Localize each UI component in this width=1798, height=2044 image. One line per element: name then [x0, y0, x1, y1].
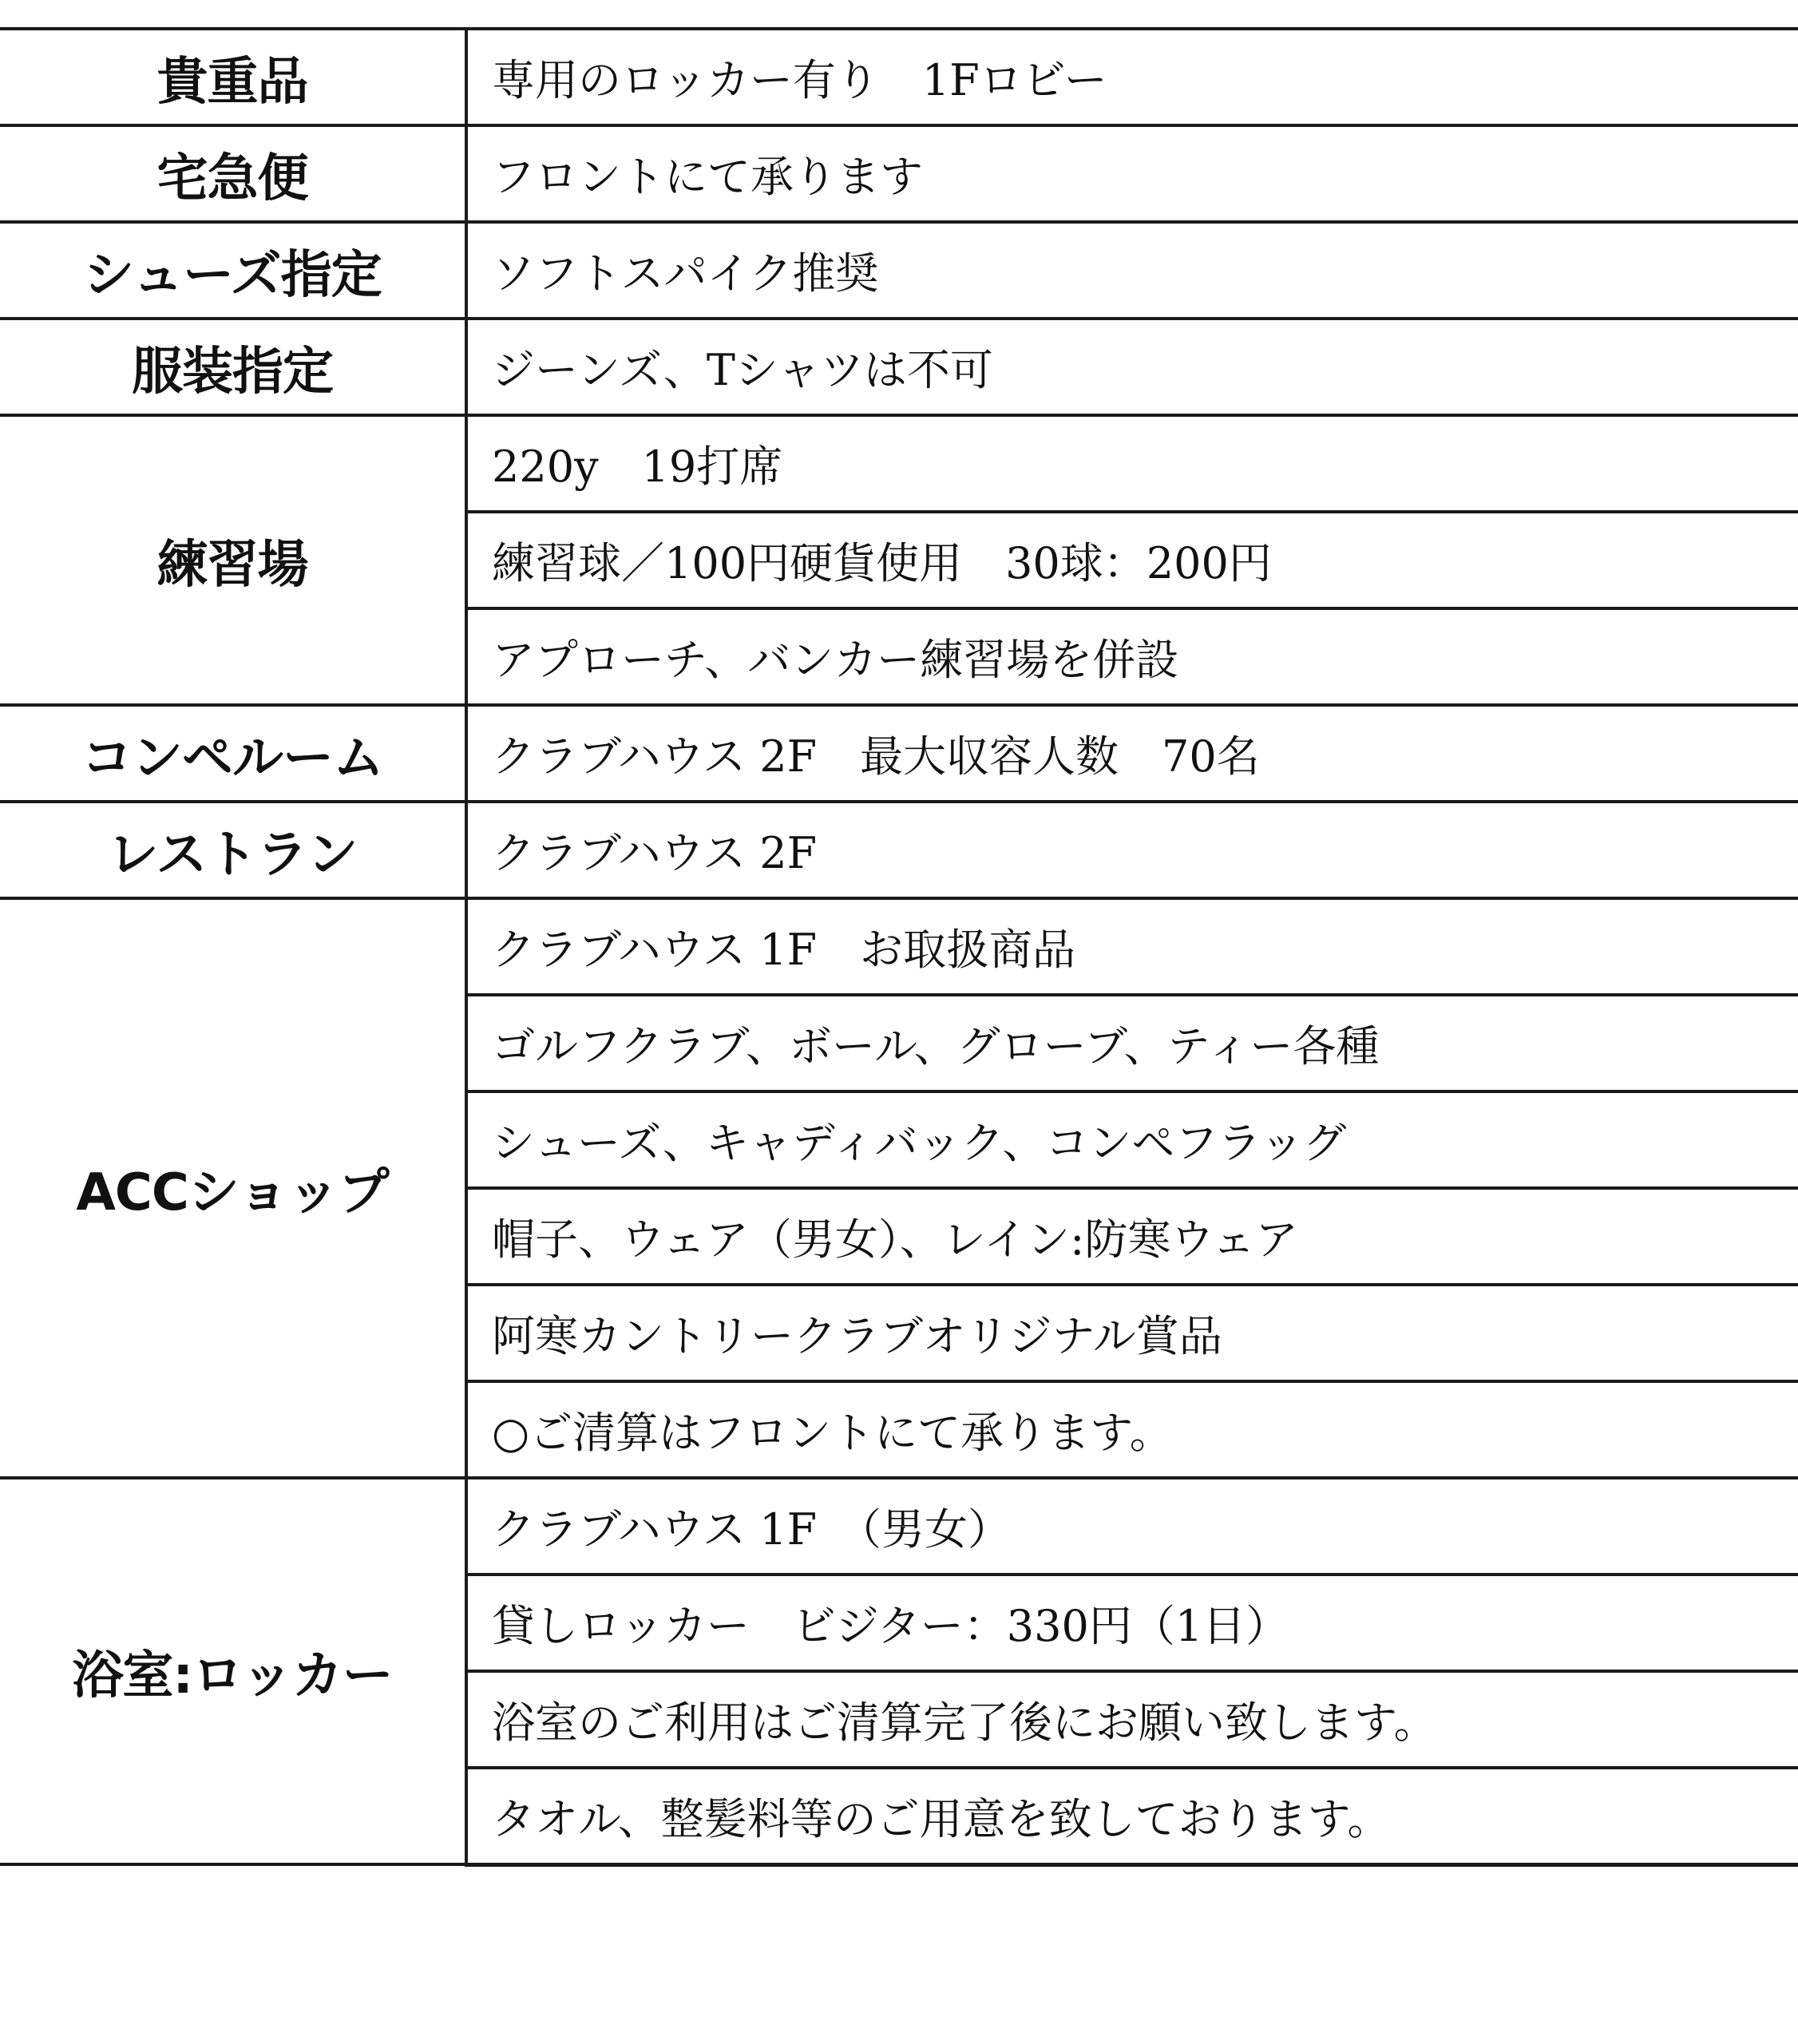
row-value: 浴室のご利用はご清算完了後にお願い致します。 [466, 1671, 1798, 1768]
table-row [0, 29, 1798, 125]
row-value: フロントにて承ります [466, 125, 1798, 222]
row-value: アプローチ、バンカー練習場を併設 [466, 608, 1798, 705]
row-header-restaurant: レストラン [0, 802, 466, 898]
table-row [0, 802, 1798, 898]
row-header-acc-shop: ACCショップ [0, 898, 466, 1478]
row-value: 帽子、ウェア（男女）、レイン:防寒ウェア [466, 1188, 1798, 1285]
row-value: シューズ、キャディバック、コンペフラッグ [466, 1091, 1798, 1188]
row-value: クラブハウス 1F お取扱商品 [466, 898, 1798, 995]
row-value: 220y 19打席 [466, 415, 1798, 512]
row-value: ソフトスパイク推奨 [466, 222, 1798, 319]
row-value: クラブハウス 2F [466, 802, 1798, 898]
row-value: クラブハウス 1F （男女） [466, 1478, 1798, 1575]
row-header-bath-locker: 浴室:ロッカー [0, 1478, 466, 1864]
row-value: 練習球／100円硬貨使用 30球：200円 [466, 512, 1798, 608]
row-header-shoes: シューズ指定 [0, 222, 466, 319]
table-row [0, 319, 1798, 415]
row-value: 阿寒カントリークラブオリジナル賞品 [466, 1285, 1798, 1381]
row-value: ○ご清算はフロントにて承ります。 [466, 1381, 1798, 1478]
row-value: ゴルフクラブ、ボール、グローブ、ティー各種 [466, 995, 1798, 1091]
row-header-valuables: 貴重品 [0, 29, 466, 125]
row-header-competition-room: コンペルーム [0, 705, 466, 802]
row-value: 専用のロッカー有り 1Fロビー [466, 29, 1798, 125]
table-row [0, 705, 1798, 802]
table-row [0, 415, 1798, 512]
row-value: 貸しロッカー ビジター：330円（1日） [466, 1575, 1798, 1671]
table-row [0, 898, 1798, 995]
row-header-dress-code: 服装指定 [0, 319, 466, 415]
table-row [0, 1478, 1798, 1575]
row-header-driving-range: 練習場 [0, 415, 466, 705]
table-row [0, 222, 1798, 319]
row-value: タオル、整髪料等のご用意を致しております。 [466, 1768, 1798, 1864]
row-value: クラブハウス 2F 最大収容人数 70名 [466, 705, 1798, 802]
table-row [0, 125, 1798, 222]
row-value: ジーンズ、Tシャツは不可 [466, 319, 1798, 415]
row-header-delivery: 宅急便 [0, 125, 466, 222]
facility-info-table [0, 27, 1798, 1867]
